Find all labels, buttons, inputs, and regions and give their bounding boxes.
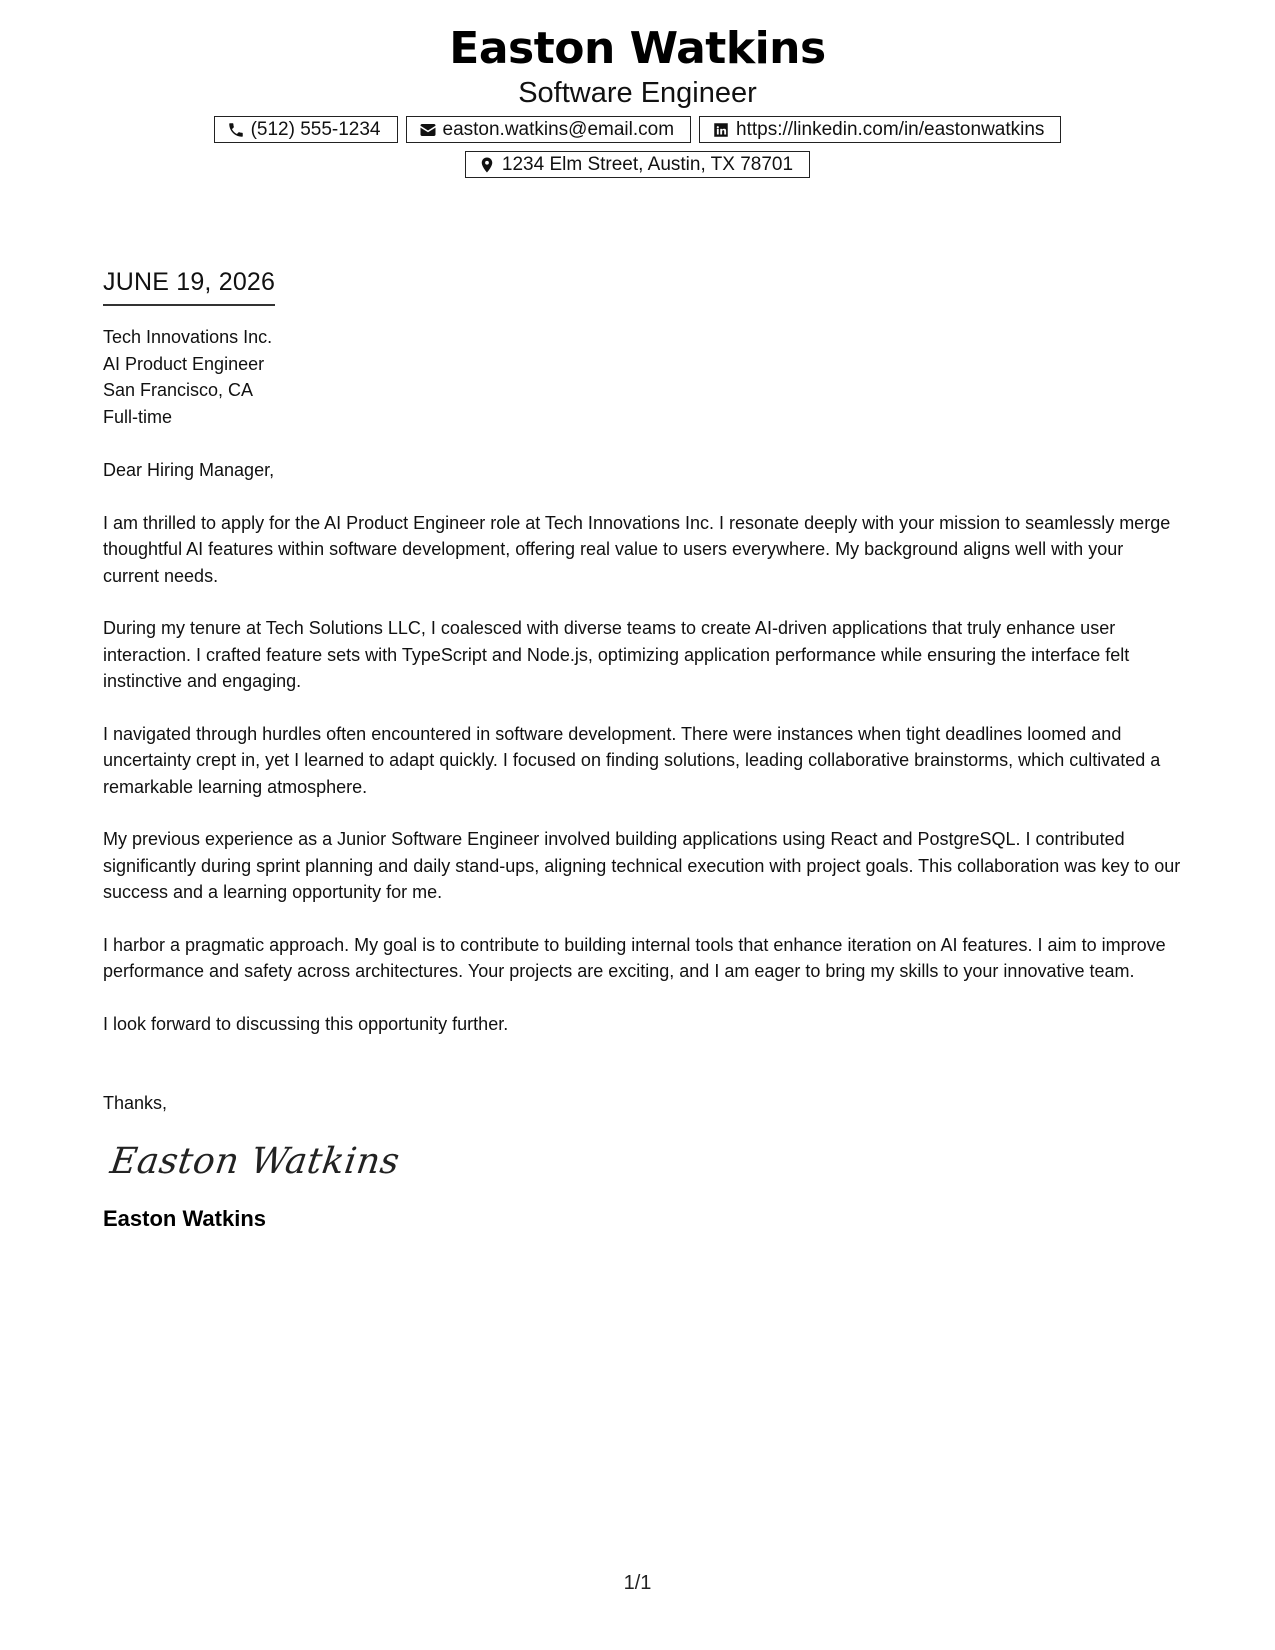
handwritten-signature: Easton Watkins [107, 1140, 403, 1182]
letter-header [0, 22, 1275, 178]
phone-icon [227, 121, 245, 139]
body-paragraph: I look forward to discussing this opportunity further. [103, 1013, 509, 1034]
recipient-employment-type: Full-time [103, 406, 173, 427]
signer-name: Easton Watkins [103, 1205, 266, 1231]
salutation: Dear Hiring Manager, [103, 460, 275, 480]
recipient-location: San Francisco, CA [103, 380, 254, 400]
envelope-icon [419, 121, 437, 139]
closing: Thanks, [103, 1093, 168, 1113]
address-contact[interactable] [465, 151, 810, 178]
email-contact[interactable] [406, 116, 692, 143]
body-paragraph: I am thrilled to apply for the AI Product Engineer role at Tech Innovations Inc. I resonate deeply with your mission to seamlessly merge thoughtful AI features within software development, offering real value to users everywhere. My background aligns well with your current needs. [103, 512, 1171, 586]
recipient-role: AI Product Engineer [103, 353, 265, 374]
phone-text: (512) 555-1234 [250, 118, 381, 140]
recipient-company: Tech Innovations Inc. [103, 327, 273, 347]
body-paragraph: I navigated through hurdles often encountered in software development. There were instances when tight deadlines loomed and uncertainty crept in, yet I learned to adapt quickly. I focused on finding solutions, leading collaborative brainstorms, which cultivated a remarkable learning atmosphere. [103, 723, 1161, 797]
body-paragraph: I harbor a pragmatic approach. My goal is to contribute to building internal tools that enhance iteration on AI features. I aim to improve performance and safety across architectures. Your projects are exciting, and I am eager to bring my skills to your innovative team. [103, 934, 1166, 981]
applicant-title: Software Engineer [518, 77, 757, 109]
applicant-name: Easton Watkins [449, 23, 826, 74]
page-number: 1/1 [623, 1572, 652, 1594]
phone-contact[interactable] [214, 116, 398, 143]
letter-body [103, 266, 1183, 1233]
recipient-block [103, 324, 1183, 430]
linkedin-text: https://linkedin.com/in/eastonwatkins [736, 118, 1045, 140]
address-text: 1234 Elm Street, Austin, TX 78701 [501, 153, 794, 175]
contact-row-address [0, 151, 1275, 178]
body-paragraph: My previous experience as a Junior Software Engineer involved building applications using React and PostgreSQL. I contributed significantly during sprint planning and daily stand-ups, aligning technical execution with project goals. This collaboration was key to our success and a learning opportunity for me. [103, 829, 1181, 902]
body-paragraph: During my tenure at Tech Solutions LLC, I coalesced with diverse teams to create AI-driven applications that truly enhance user interaction. I crafted feature sets with TypeScript and Node.js, optimizing application performance while ensuring the interface felt instinctive and engaging. [103, 618, 1130, 691]
email-text: easton.watkins@email.com [442, 118, 675, 140]
contact-row [0, 116, 1275, 143]
letter-date: JUNE 19, 2026 [103, 266, 275, 306]
linkedin-icon [712, 121, 730, 139]
map-pin-icon [478, 156, 496, 174]
linkedin-contact[interactable] [699, 116, 1061, 143]
